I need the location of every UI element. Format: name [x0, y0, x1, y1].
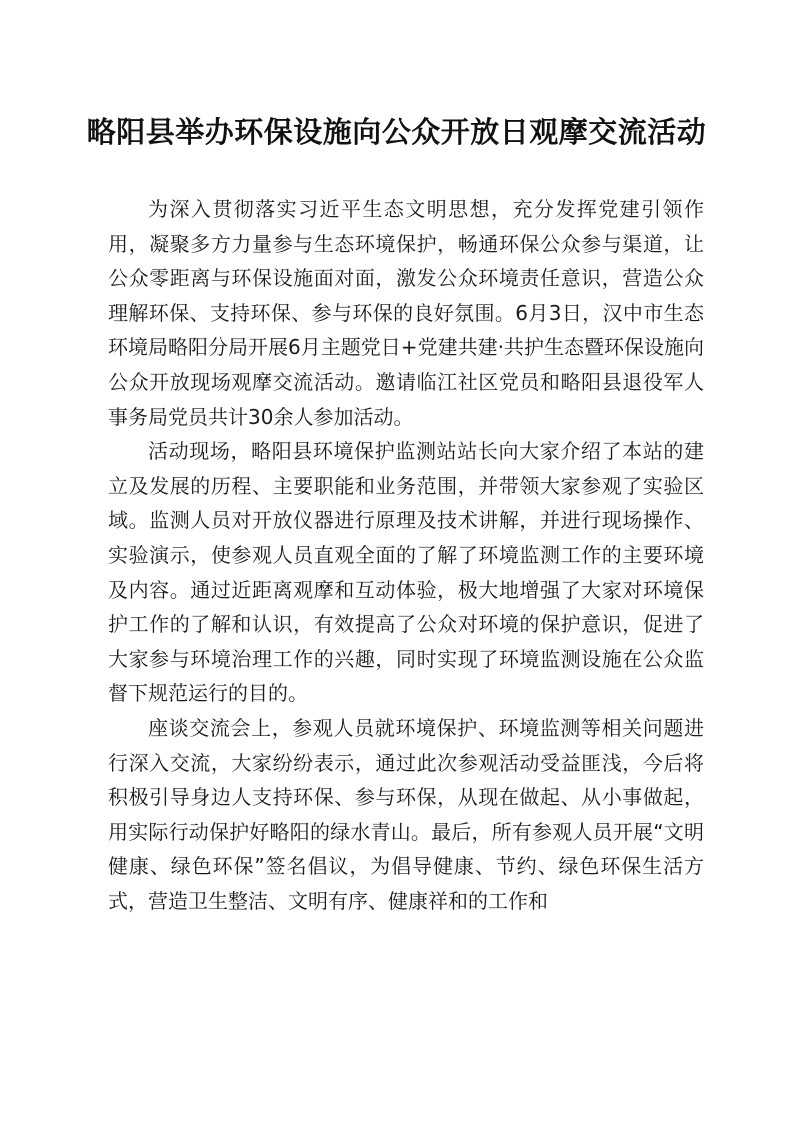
paragraph-2: 活动现场，略阳县环境保护监测站站长向大家介绍了本站的建立及发展的历程、主要职能和业务范围，并带领大家参观了实验区域。监测人员对开放仪器进行原理及技术讲解，并进行现场操作、实验演示，使参观人员直观全面的了解了环境监测工作的主要环境及内容。通过近距离观摩和互动体验，极大地增强了大家对环境保护工作的了解和认识，有效提高了公众对环境的保护意识，促进了大家参与环境治理工作的兴趣，同时实现了环境监测设施在公众监督下规范运行的目的。: [108, 439, 704, 706]
paragraph-3: 座谈交流会上，参观人员就环境保护、环境监测等相关问题进行深入交流，大家纷纷表示，通过此次参观活动受益匪浅，今后将积极引导身边人支持环保、参与环保，从现在做起、从小事做起，用实际行动保护好略阳的绿水青山。最后，所有参观人员开展“文明健康、绿色环保”签名倡议，为倡导健康、节约、绿色环保生活方式，营造卫生整洁、文明有序、健康祥和的工作和: [108, 715, 704, 913]
paragraph-1: 为深入贯彻落实习近平生态文明思想，充分发挥党建引领作用，凝聚多方力量参与生态环境保护，畅通环保公众参与渠道，让公众零距离与环保设施面对面，激发公众环境责任意识，营造公众理解环保、支持环保、参与环保的良好氛围。6月3日，汉中市生态环境局略阳分局开展6月主题党日+党建共建·共护生态暨环保设施向公众开放现场观摩交流活动。邀请临江社区党员和略阳县退役军人事务局党员共计30余人参加活动。: [108, 197, 704, 429]
document-body: [108, 192, 704, 918]
document-title: 略阳县举办环保设施向公众开放日观摩交流活动: [86, 115, 707, 149]
